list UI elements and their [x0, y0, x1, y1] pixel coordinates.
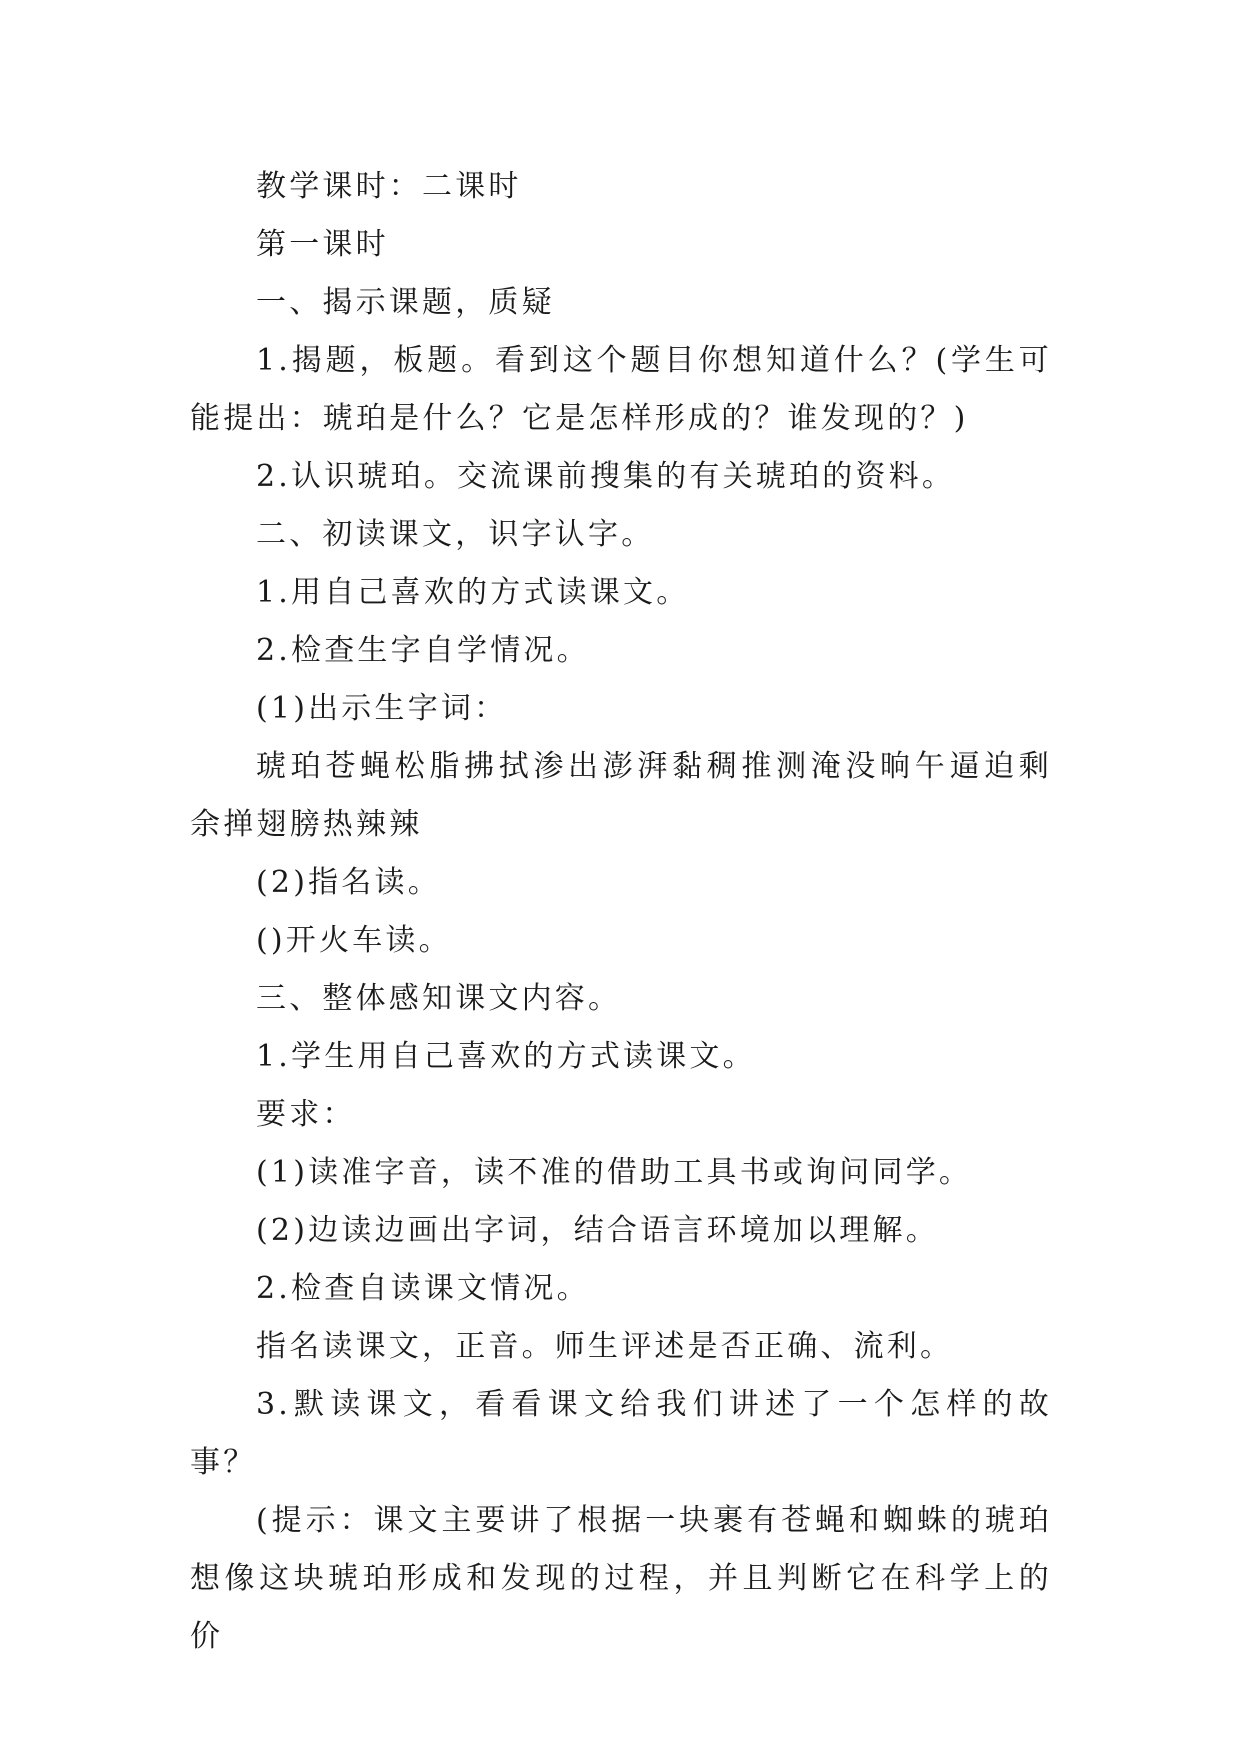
- paragraph: 3.默读课文，看看课文给我们讲述了一个怎样的故事？: [190, 1387, 1052, 1480]
- document-body: [190, 158, 1052, 1666]
- paragraph: 要求：: [256, 1097, 356, 1132]
- section-heading-3: 三、整体感知课文内容。: [256, 981, 622, 1016]
- paragraph: ()开火车读。: [256, 923, 452, 958]
- section-heading-2: 二、初读课文，识字认字。: [256, 517, 655, 552]
- paragraph: 1.揭题，板题。看到这个题目你想知道什么？(学生可能提出：琥珀是什么？它是怎样形成的？谁发现的？): [190, 343, 1052, 436]
- vocabulary-list: 琥珀苍蝇松脂拂拭渗出澎湃黏稠推测淹没晌午逼迫剩余掸翅膀热辣辣: [190, 749, 1052, 842]
- paragraph: (2)边读边画出字词，结合语言环境加以理解。: [256, 1213, 939, 1248]
- section-heading-1: 一、揭示课题，质疑: [256, 285, 555, 320]
- paragraph-lesson-hours: 教学课时：二课时: [256, 169, 522, 204]
- paragraph: 1.学生用自己喜欢的方式读课文。: [256, 1039, 756, 1074]
- paragraph: 1.用自己喜欢的方式读课文。: [256, 575, 690, 610]
- paragraph: 2.检查生字自学情况。: [256, 633, 590, 668]
- paragraph-first-lesson: 第一课时: [256, 227, 389, 262]
- paragraph: (1)读准字音，读不准的借助工具书或询问同学。: [256, 1155, 973, 1190]
- paragraph: (1)出示生字词：: [256, 691, 508, 726]
- paragraph: (2)指名读。: [256, 865, 441, 900]
- paragraph: (提示：课文主要讲了根据一块裹有苍蝇和蜘蛛的琥珀想像这块琥珀形成和发现的过程，并且判断它在科学上的价: [190, 1503, 1052, 1654]
- paragraph: 2.认识琥珀。交流课前搜集的有关琥珀的资料。: [256, 459, 956, 494]
- paragraph: 2.检查自读课文情况。: [256, 1271, 590, 1306]
- paragraph: 指名读课文，正音。师生评述是否正确、流利。: [256, 1329, 954, 1364]
